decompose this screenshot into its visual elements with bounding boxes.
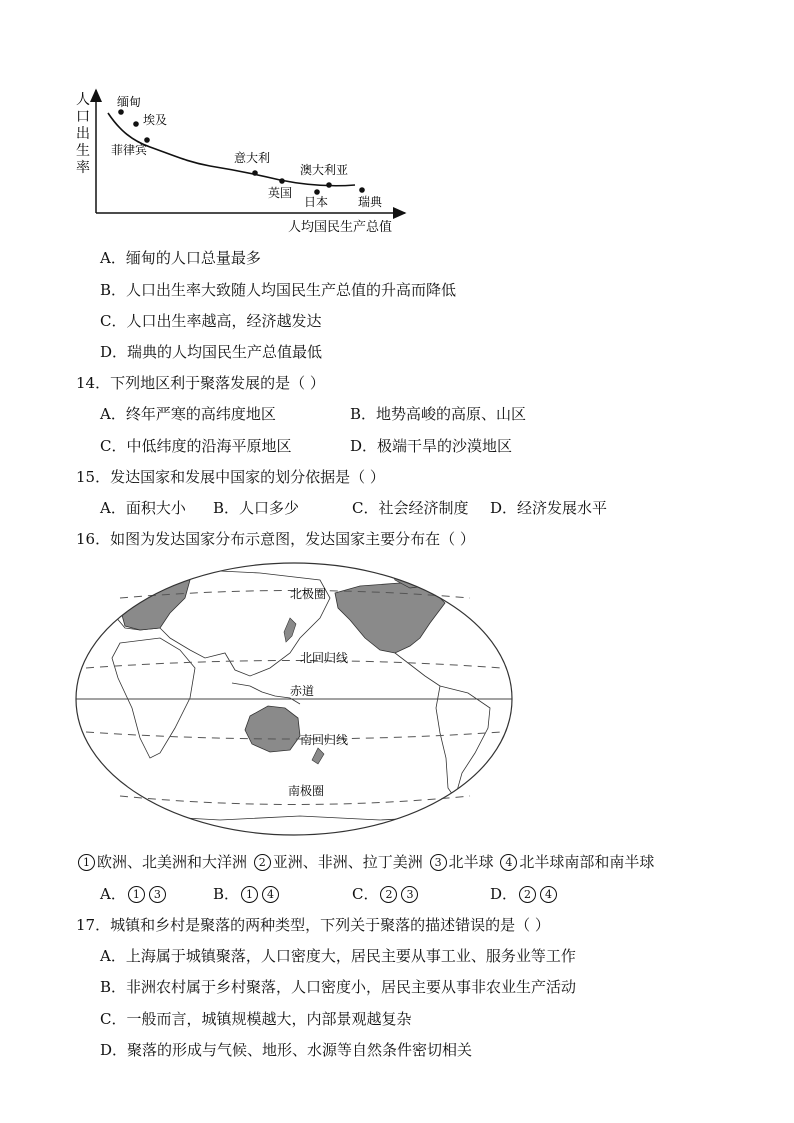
point-japan [314,189,320,195]
q16-option-b[interactable] [213,884,281,904]
y-label-1: 人 [76,92,90,108]
y-label-2: 口 [76,109,90,125]
point-australia [326,182,332,188]
point-uk [279,178,285,184]
developed-countries-map [0,558,794,848]
option-num: 3 [149,886,166,903]
antarctica-shape [80,816,520,848]
q15-option-a[interactable]: A．面积大小 [100,499,186,517]
label-tropic-cancer: 北回归线 [300,651,349,665]
label-tropic-capricorn: 南回归线 [300,733,349,747]
label-philippines: 菲律宾 [111,143,148,157]
q14-stem: 14．下列地区利于聚落发展的是（ ） [76,374,325,392]
option-num: 4 [540,886,557,903]
item-number-2: 2 [254,854,271,871]
q15-option-c[interactable]: C．社会经济制度 [352,499,469,517]
q13-option-d[interactable]: D．瑞典的人均国民生产总值最低 [100,343,323,361]
label-japan: 日本 [304,195,329,209]
q17-option-d[interactable]: D．聚落的形成与气候、地形、水源等自然条件密切相关 [100,1041,473,1059]
point-philippines [144,137,150,143]
q16-option-a[interactable] [100,884,168,904]
q13-option-c[interactable]: C．人口出生率越高，经济越发达 [100,312,322,330]
q16-item-3: 北半球 [448,853,494,871]
q14-option-d[interactable]: D．极端干旱的沙漠地区 [350,437,513,455]
option-letter: C． [352,885,379,903]
point-egypt [133,121,139,127]
point-italy [252,170,258,176]
q16-option-d[interactable] [490,884,559,904]
q14-option-a[interactable]: A．终年严寒的高纬度地区 [100,405,276,423]
item-number-3: 3 [430,854,447,871]
option-num: 2 [380,886,397,903]
option-letter: B． [213,885,240,903]
q17-option-b[interactable]: B．非洲农村属于乡村聚落，人口密度小，居民主要从事非农业生产活动 [100,978,577,996]
label-italy: 意大利 [234,151,271,165]
label-sweden: 瑞典 [358,195,383,209]
y-label-5: 率 [76,160,90,176]
label-australia: 澳大利亚 [300,163,349,177]
option-num: 2 [519,886,536,903]
q16-stem: 16．如图为发达国家分布示意图，发达国家主要分布在（ ） [76,530,475,548]
point-myanmar [118,109,124,115]
option-letter: D． [490,885,518,903]
q15-option-b[interactable]: B．人口多少 [213,499,300,517]
option-num: 1 [241,886,258,903]
label-egypt: 埃及 [143,113,168,127]
y-label-3: 出 [76,126,90,142]
option-num: 3 [401,886,418,903]
q17-option-a[interactable]: A．上海属于城镇聚落，人口密度大，居民主要从事工业、服务业等工作 [100,947,576,965]
option-num: 4 [262,886,279,903]
q16-item-1: 欧洲、北美洲和大洋洲 [97,853,248,871]
label-uk: 英国 [268,186,293,200]
point-sweden [359,187,365,193]
label-myanmar: 缅甸 [117,95,142,109]
q15-option-d[interactable]: D．经济发展水平 [490,499,608,517]
label-antarctic-circle: 南极圈 [288,784,325,798]
label-arctic-circle: 北极圈 [290,587,327,601]
item-number-1: 1 [78,854,95,871]
birth-rate-chart [0,0,794,240]
q13-option-a[interactable]: A．缅甸的人口总量最多 [100,249,261,267]
option-num: 1 [128,886,145,903]
q13-option-b[interactable]: B．人口出生率大致随人均国民生产总值的升高而降低 [100,281,457,299]
y-label-4: 生 [76,143,90,159]
q16-item-2: 亚洲、非洲、拉丁美洲 [272,853,423,871]
q17-stem: 17．城镇和乡村是聚落的两种类型，下列关于聚落的描述错误的是（ ） [76,916,550,934]
q16-items [76,852,654,872]
q14-option-c[interactable]: C．中低纬度的沿海平原地区 [100,437,292,455]
option-letter: A． [100,885,126,903]
q15-stem: 15．发达国家和发展中国家的划分依据是（ ） [76,468,385,486]
q16-option-c[interactable] [352,884,420,904]
q14-option-b[interactable]: B．地势高峻的高原、山区 [350,405,527,423]
q16-item-4: 北半球南部和南半球 [519,853,655,871]
q17-option-c[interactable]: C．一般而言，城镇规模越大，内部景观越复杂 [100,1010,412,1028]
item-number-4: 4 [500,854,517,871]
label-equator: 赤道 [290,684,315,698]
x-label: 人均国民生产总值 [288,220,393,235]
